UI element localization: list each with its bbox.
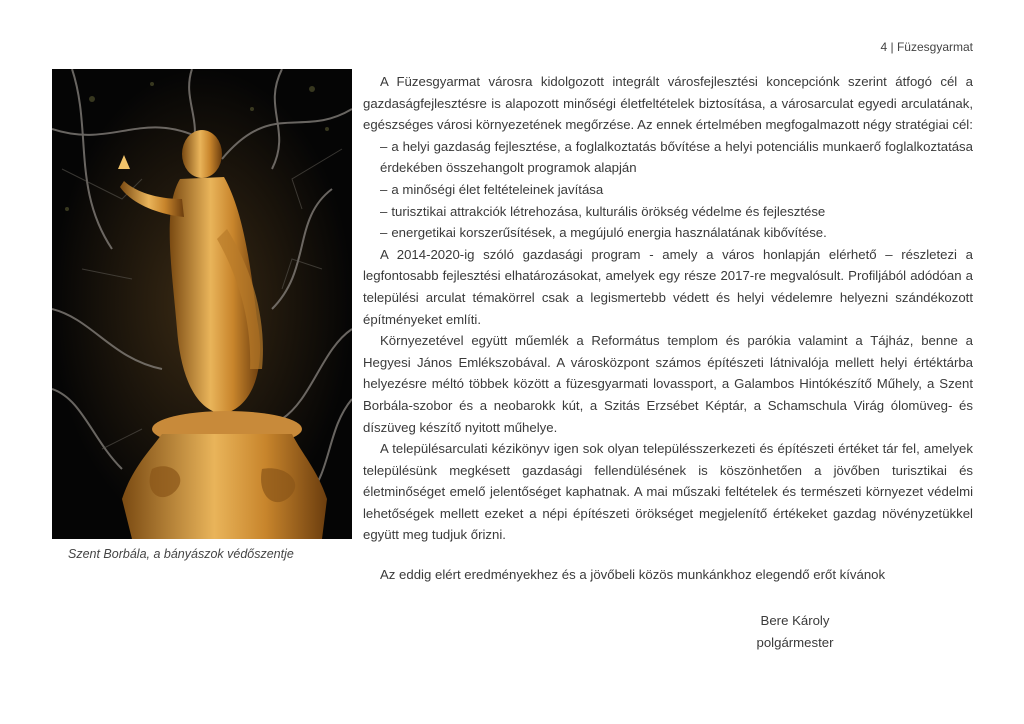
body-text [363, 71, 973, 546]
list-item-text: energetikai korszerűsítések, a megújuló energia használatának kibővítése. [391, 225, 827, 241]
photo-caption: Szent Borbála, a bányászok védőszentje [68, 547, 294, 561]
list-marker: – [380, 138, 388, 154]
list-marker: – [380, 203, 388, 219]
signature-title: polgármester [756, 634, 834, 650]
closing-line: Az eddig elért eredményekhez és a jövőbeli közös munkánkhoz elegendő erőt kívánok [380, 567, 886, 582]
list-item-text: turisztikai attrakciók létrehozása, kulturális örökség védelme és fejlesztése [391, 203, 826, 219]
list-item-text: a helyi gazdaság fejlesztése, a foglalkoztatás bővítése a helyi potenciális munkaerő foglalkoztatása érdekében összehangolt programok alapján [380, 138, 973, 176]
list-marker: – [380, 181, 388, 197]
paragraph-handbook: A településarculati kézikönyv igen sok olyan településszerkezeti és építészeti értéket tár fel, amelyek településünk megkésett gazdasági fellendülésének is köszönhetően a jövőben turisztikai és életminőséget emelő jelentőséget kaphatnak. A mai műszaki feltételek és természeti környezet védelmi lehetőségek mellett ezeket a népi építészeti örökséget megjelenítő értékeket gazdag növényzetükkel együtt meg tudjuk őrizni. [363, 441, 973, 543]
signature-block [740, 610, 850, 653]
paragraph-intro: A Füzesgyarmat városra kidolgozott integrált városfejlesztési koncepciónk szerint átfogó cél a gazdaságfejlesztésre is alapozott minőségi életfeltételek biztosítása, a városarculat egyedi arculatának, egészséges városi környezetének megőrzése. Az ennek értelmében megfogalmazott négy stratégiai cél: [363, 74, 973, 133]
list-item-text: a minőségi élet feltételeinek javítása [391, 181, 604, 197]
list-item [363, 179, 973, 201]
statue-photo [52, 69, 352, 539]
paragraph-program: A 2014-2020-ig szóló gazdasági program - amely a város honlapján elérhető – részletezi a legfontosabb fejlesztési elhatározásokat, amelyek egy része 2017-re megvalósult. Profiljából adódóan a települési arculat témakörrel csak a legismertebb védett és helyi védelemre helyezni szándékozott építményeket említi. [363, 246, 973, 327]
list-item [363, 136, 973, 179]
list-marker: – [380, 225, 388, 241]
page-header: 4 | Füzesgyarmat [880, 40, 973, 54]
paragraph-monuments: Környezetével együtt műemlék a Református templom és parókia valamint a Tájház, benne a Hegyesi János Emlékszobával. A városközpont számos építészeti látnivalója mellett helyi értéktárba helyezésre méltó többek között a füzesgyarmati lovassport, a Galambos Hintókészítő Műhely, a Szent Borbála-szobor és a neobarokk kút, a Szitás Erzsébet Képtár, a Schamschula Virág ólomüveg- és díszüveg készítő nyitott műhelye. [363, 333, 973, 435]
list-item [363, 222, 973, 244]
list-item [363, 201, 973, 223]
signature-name: Bere Károly [760, 613, 830, 628]
